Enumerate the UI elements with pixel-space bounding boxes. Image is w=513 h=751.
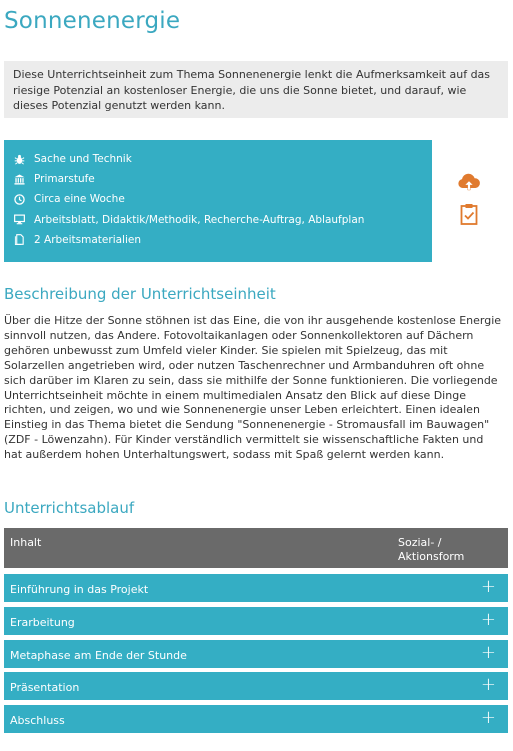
info-label: Arbeitsblatt, Didaktik/Methodik, Recherche-Auftrag, Ablaufplan	[34, 213, 365, 226]
info-box	[4, 140, 432, 262]
info-row-materials-count	[13, 230, 432, 250]
side-actions	[457, 172, 481, 232]
expand-plus-icon[interactable]: +	[480, 576, 496, 597]
files-icon	[13, 234, 25, 246]
description-heading: Beschreibung der Unterrichtseinheit	[4, 285, 276, 303]
description-text: Über die Hitze der Sonne stöhnen ist das Eine, die von ihr ausgehende kostenlose Energie sinnvoll nutzen, das Andere. Fotovoltaikanlagen oder Sonnenkollektoren auf Dächern gehören unbewusst zum Umfeld vieler Kinder. Sie spielen mit Spielzeug, das mit Solarzellen angetrieben wird, oder nutzen Taschenrechner und Armbanduhren oft ohne sich darüber im Klaren zu sein, dass sie mithilfe der Sonne funktionieren. Die vorliegende Unterrichtseinheit möchte in einem multimedialen Ansatz den Blick auf diese Dinge richten, und zeigen, wo und wie Sonnenenergie unser Leben erleichtert. Einen idealen Einstieg in das Thema bietet die Sendung "Sonnenenergie - Stromausfall im Bauwagen" (ZDF - Löwenzahn). Für Kinder verständlich vermittelt sie wissenschaftliche Fakten und hat außerdem hohen Unterhaltungswert, sodass mit Spaß gelernt werden kann.	[4, 314, 502, 462]
info-row-materials-type	[13, 210, 432, 230]
accordion-label: Erarbeitung	[10, 616, 75, 629]
accordion-row-einfuehrung[interactable]	[4, 574, 508, 602]
info-label: Primarstufe	[34, 173, 95, 186]
ablauf-table-header	[4, 528, 508, 568]
school-building-icon	[13, 173, 25, 185]
info-label: Circa eine Woche	[34, 193, 125, 206]
accordion-row-praesentation[interactable]	[4, 672, 508, 700]
expand-plus-icon[interactable]: +	[480, 642, 496, 663]
expand-plus-icon[interactable]: +	[480, 707, 496, 728]
column-header-sozial: Sozial- / Aktionsform	[398, 536, 465, 563]
page-title: Sonnenenergie	[4, 8, 181, 34]
info-row-duration	[13, 189, 432, 209]
accordion-row-metaphase[interactable]	[4, 640, 508, 668]
expand-plus-icon[interactable]: +	[480, 674, 496, 695]
cloud-upload-icon[interactable]	[457, 172, 481, 196]
accordion-label: Präsentation	[10, 681, 80, 694]
accordion-label: Metaphase am Ende der Stunde	[10, 649, 187, 662]
expand-plus-icon[interactable]: +	[480, 609, 496, 630]
bug-icon	[13, 153, 25, 165]
accordion-label: Abschluss	[10, 714, 65, 727]
clock-icon	[13, 193, 25, 205]
column-header-inhalt: Inhalt	[10, 536, 42, 549]
monitor-icon	[13, 214, 25, 226]
ablauf-heading: Unterrichtsablauf	[4, 499, 135, 517]
info-label: Sache und Technik	[34, 153, 132, 166]
info-row-subject	[13, 149, 432, 169]
accordion-row-erarbeitung[interactable]	[4, 607, 508, 635]
clipboard-check-icon[interactable]	[457, 202, 481, 226]
accordion-row-abschluss[interactable]	[4, 705, 508, 733]
info-row-level	[13, 169, 432, 189]
info-label: 2 Arbeitsmaterialien	[34, 233, 142, 246]
accordion-label: Einführung in das Projekt	[10, 583, 149, 596]
intro-summary: Diese Unterrichtseinheit zum Thema Sonnenenergie lenkt die Aufmerksamkeit auf das riesige Potenzial an kostenloser Energie, die uns die Sonne bietet, und darauf, wie dieses Potenzial genutzt werden kann.	[4, 61, 508, 118]
